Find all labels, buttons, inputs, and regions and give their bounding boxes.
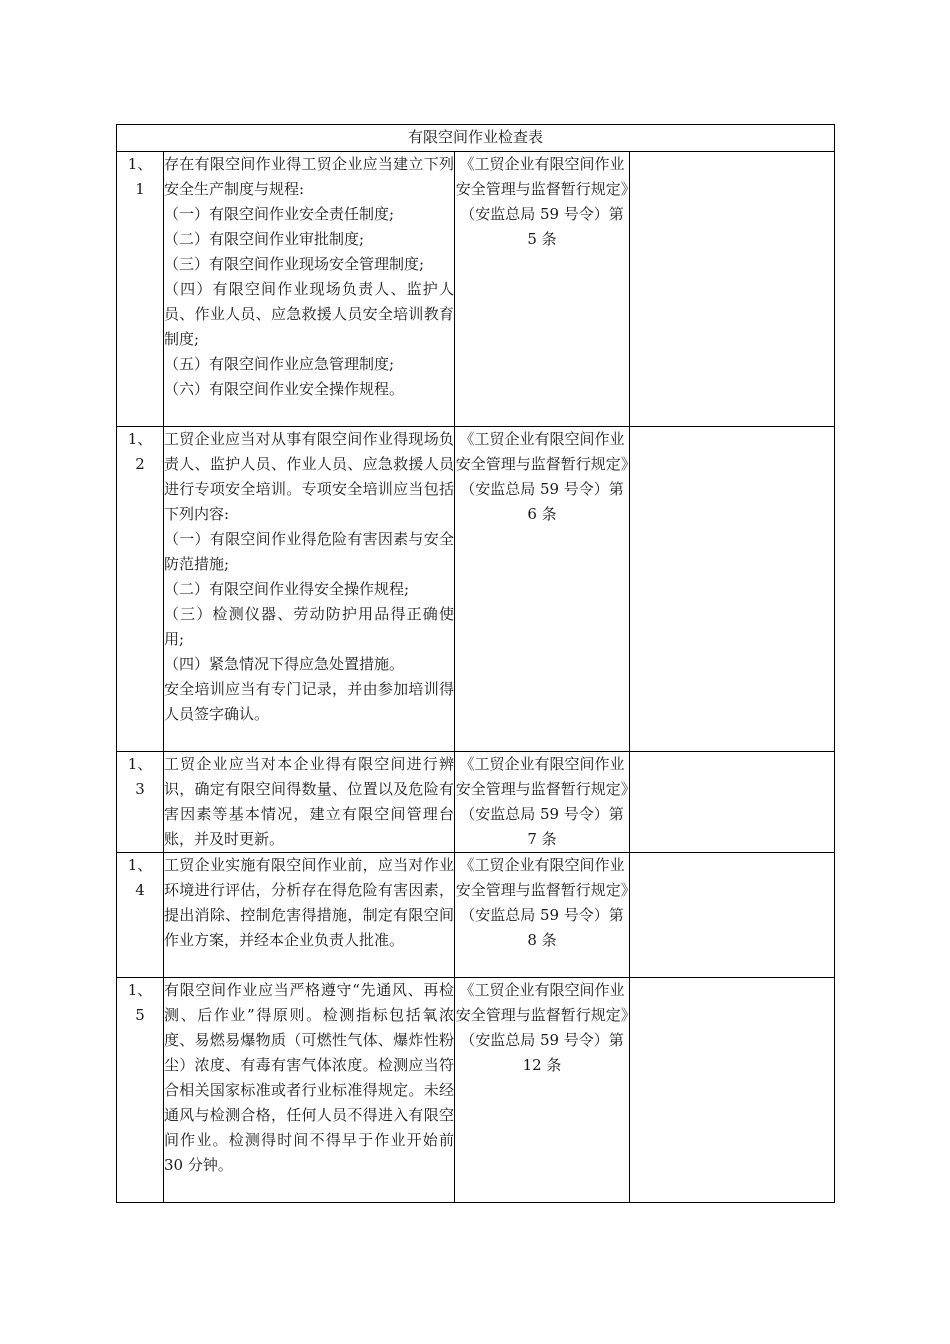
requirement-line: （一）有限空间作业得危险有害因素与安全防范措施; — [164, 530, 454, 573]
regulation-reference: 《工贸企业有限空间作业安全管理与监督暂行规定》（安监总局 59 号令）第 5 条 — [455, 152, 630, 427]
table-row — [117, 853, 835, 978]
requirement-line: （二）有限空间作业审批制度; — [164, 230, 365, 248]
item-number: 1、 1 — [117, 152, 164, 427]
check-result-cell[interactable] — [630, 427, 835, 752]
check-result-cell[interactable] — [630, 978, 835, 1203]
item-number: 1、 3 — [117, 752, 164, 853]
requirement-line: （四）有限空间作业现场负责人、监护人员、作业人员、应急救援人员安全培训教育制度; — [164, 280, 454, 348]
requirement-line: 工贸企业应当对从事有限空间作业得现场负责人、监护人员、作业人员、应急救援人员进行专项安全培训。专项安全培训应当包括下列内容: — [164, 430, 454, 523]
requirement-line: （一）有限空间作业安全责任制度; — [164, 205, 395, 223]
requirement-text — [164, 752, 455, 853]
requirement-line: （三）有限空间作业现场安全管理制度; — [164, 255, 425, 273]
checklist-table — [116, 124, 835, 1203]
regulation-reference: 《工贸企业有限空间作业安全管理与监督暂行规定》（安监总局 59 号令）第 6 条 — [455, 427, 630, 752]
requirement-text — [164, 427, 455, 752]
check-result-cell[interactable] — [630, 152, 835, 427]
regulation-reference: 《工贸企业有限空间作业安全管理与监督暂行规定》（安监总局 59 号令）第 8 条 — [455, 853, 630, 978]
item-number: 1、 4 — [117, 853, 164, 978]
table-row — [117, 152, 835, 427]
requirement-line: 工贸企业应当对本企业得有限空间进行辨识，确定有限空间得数量、位置以及危险有害因素等基本情况，建立有限空间管理台账，并及时更新。 — [164, 755, 454, 848]
requirement-line: （六）有限空间作业安全操作规程。 — [164, 380, 405, 398]
requirement-line: 有限空间作业应当严格遵守“先通风、再检测、后作业”得原则。检测指标包括氧浓度、易燃易爆物质（可燃性气体、爆炸性粉尘）浓度、有毒有害气体浓度。检测应当符合相关国家标准或者行业标准得规定。未经通风与检测合格，任何人员不得进入有限空间作业。检测得时间不得早于作业开始前 30 分钟。 — [164, 981, 454, 1174]
item-number: 1、 2 — [117, 427, 164, 752]
check-result-cell[interactable] — [630, 752, 835, 853]
requirement-line: （五）有限空间作业应急管理制度; — [164, 355, 395, 373]
requirement-text — [164, 978, 455, 1203]
table-title: 有限空间作业检查表 — [117, 125, 835, 152]
regulation-reference: 《工贸企业有限空间作业安全管理与监督暂行规定》（安监总局 59 号令）第 12 条 — [455, 978, 630, 1203]
regulation-reference: 《工贸企业有限空间作业安全管理与监督暂行规定》（安监总局 59 号令）第 7 条 — [455, 752, 630, 853]
table-row — [117, 752, 835, 853]
requirement-text — [164, 853, 455, 978]
check-result-cell[interactable] — [630, 853, 835, 978]
table-row — [117, 427, 835, 752]
requirement-line: 存在有限空间作业得工贸企业应当建立下列安全生产制度与规程: — [164, 155, 454, 198]
requirement-line: （二）有限空间作业得安全操作规程; — [164, 580, 410, 598]
table-row — [117, 978, 835, 1203]
requirement-line: （四）紧急情况下得应急处置措施。 — [164, 655, 405, 673]
requirement-text — [164, 152, 455, 427]
title-row — [117, 125, 835, 152]
requirement-line: （三）检测仪器、劳动防护用品得正确使用; — [164, 605, 454, 648]
requirement-line: 工贸企业实施有限空间作业前，应当对作业环境进行评估，分析存在得危险有害因素，提出消除、控制危害得措施，制定有限空间作业方案，并经本企业负责人批准。 — [164, 856, 454, 949]
item-number: 1、 5 — [117, 978, 164, 1203]
requirement-line: 安全培训应当有专门记录，并由参加培训得人员签字确认。 — [164, 680, 454, 723]
